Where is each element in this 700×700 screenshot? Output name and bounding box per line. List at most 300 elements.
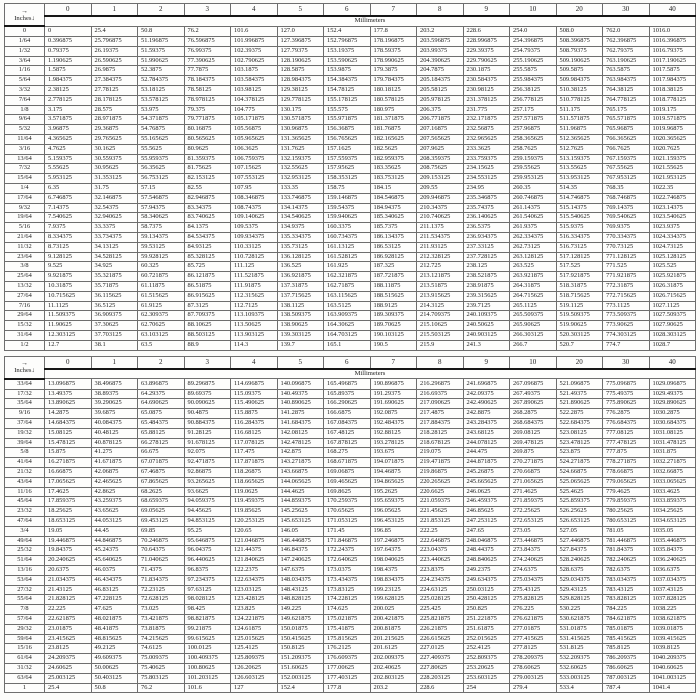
mm-value-cell: 177.00625 — [324, 664, 371, 674]
mm-value-cell: 138.1125 — [277, 301, 324, 311]
inch-column-header: 40 — [649, 356, 696, 369]
mm-value-cell: 152.4 — [277, 683, 324, 693]
mm-value-cell: 69.85 — [138, 526, 185, 536]
mm-value-cell: 263.128125 — [510, 252, 557, 262]
mm-value-cell: 764.38125 — [603, 86, 650, 96]
inch-column-header: 1 — [91, 4, 138, 17]
mm-value-cell: 176.609375 — [324, 654, 371, 664]
mm-value-cell: 525.859375 — [556, 497, 603, 507]
mm-value-cell: 105.56875 — [231, 125, 278, 135]
mm-value-cell: 265.90625 — [510, 321, 557, 331]
inch-column-header: 0 — [45, 356, 92, 369]
mm-value-cell: 528.6375 — [556, 566, 603, 576]
mm-value-cell: 142.478125 — [277, 438, 324, 448]
mm-value-cell: 34.528125 — [91, 252, 138, 262]
inch-fraction-label: 9/64 — [5, 115, 45, 125]
mm-value-cell: 209.946875 — [417, 193, 464, 203]
mm-value-cell: 82.946875 — [184, 193, 231, 203]
mm-value-cell: 9.525 — [45, 262, 92, 272]
mm-value-cell: 76.99375 — [184, 46, 231, 56]
mm-value-cell: 78.58125 — [184, 86, 231, 96]
inch-fraction-label: 43/64 — [5, 477, 45, 487]
mm-value-cell: 170.259375 — [324, 497, 371, 507]
mm-value-cell: 252.015625 — [463, 634, 510, 644]
mm-value-cell: 38.496875 — [91, 379, 138, 389]
mm-value-cell: 33.3375 — [91, 223, 138, 233]
mm-value-cell: 63.5 — [138, 340, 185, 350]
mm-value-cell: 107.553125 — [231, 174, 278, 184]
table-row — [5, 409, 696, 419]
table-row — [5, 566, 696, 576]
inch-column-header: 6 — [324, 356, 371, 369]
mm-value-cell: 271.065625 — [510, 477, 557, 487]
mm-value-cell: 230.98125 — [463, 86, 510, 96]
mm-value-cell: 763.984375 — [603, 76, 650, 86]
mm-value-cell: 86.51875 — [184, 282, 231, 292]
mm-value-cell: 234.95 — [463, 184, 510, 194]
mm-value-cell: 1.984375 — [45, 76, 92, 86]
mm-value-cell: 63.103125 — [138, 331, 185, 341]
mm-value-cell: 197.64375 — [370, 546, 417, 556]
mm-value-cell: 97.63125 — [184, 585, 231, 595]
mm-value-cell: 10.715625 — [45, 291, 92, 301]
mm-value-cell: 107.15625 — [231, 164, 278, 174]
mm-value-cell: 270.66875 — [510, 468, 557, 478]
table-row — [5, 213, 696, 223]
mm-value-cell: 209.153125 — [417, 174, 464, 184]
mm-value-cell: 157.559375 — [324, 154, 371, 164]
mm-value-cell: 778.271875 — [603, 458, 650, 468]
mm-value-cell: 238.521875 — [463, 272, 510, 282]
inch-fraction-label: 3/8 — [5, 262, 45, 272]
mm-value-cell: 21.828125 — [45, 595, 92, 605]
mm-value-cell: 767.953125 — [603, 174, 650, 184]
mm-value-cell: 214.3125 — [417, 301, 464, 311]
inch-fraction-label: 55/64 — [5, 595, 45, 605]
mm-value-cell: 151.209375 — [277, 654, 324, 664]
mm-value-cell: 0.79375 — [45, 46, 92, 56]
mm-value-cell: 522.2875 — [556, 409, 603, 419]
mm-value-cell: 43.65625 — [91, 507, 138, 517]
mm-value-cell: 215.10625 — [417, 321, 464, 331]
mm-value-cell: 169.06875 — [324, 468, 371, 478]
mm-value-cell: 174.228125 — [324, 595, 371, 605]
table-row — [5, 262, 696, 272]
mm-value-cell: 272.653125 — [510, 517, 557, 527]
mm-value-cell: 83.740625 — [184, 213, 231, 223]
mm-value-cell: 185.7375 — [370, 223, 417, 233]
inch-fraction-label: 29/32 — [5, 624, 45, 634]
mm-value-cell: 236.5375 — [463, 223, 510, 233]
mm-value-cell: 100.0125 — [184, 644, 231, 654]
mm-value-cell: 92.471875 — [184, 458, 231, 468]
mm-value-cell: 87.709375 — [184, 311, 231, 321]
mm-value-cell: 67.865625 — [138, 477, 185, 487]
mm-value-cell: 530.225 — [556, 605, 603, 615]
mm-value-cell: 69.453125 — [138, 517, 185, 527]
inch-column-header: 5 — [277, 356, 324, 369]
table-row — [5, 448, 696, 458]
mm-value-cell: 100.80625 — [184, 664, 231, 674]
mm-value-cell: 111.91875 — [231, 282, 278, 292]
mm-value-cell: 18.653125 — [45, 517, 92, 527]
mm-value-cell: 196.85 — [370, 526, 417, 536]
mm-value-cell: 72.628125 — [138, 595, 185, 605]
inch-fraction-label: 39/64 — [5, 438, 45, 448]
mm-value-cell: 69.05625 — [138, 507, 185, 517]
mm-value-cell: 1034.25625 — [649, 507, 696, 517]
table-row — [5, 595, 696, 605]
mm-value-cell: 114.3 — [231, 340, 278, 350]
mm-value-cell: 783.034375 — [603, 575, 650, 585]
table-row — [5, 673, 696, 683]
inch-fraction-label: 11/16 — [5, 487, 45, 497]
inch-fraction-label: 1/8 — [5, 105, 45, 115]
mm-value-cell: 44.45 — [91, 526, 138, 536]
inch-fraction-label: 3/64 — [5, 56, 45, 66]
mm-value-cell: 511.175 — [556, 105, 603, 115]
table-row — [5, 477, 696, 487]
mm-value-cell: 54.76875 — [138, 125, 185, 135]
mm-value-cell: 148.034375 — [277, 575, 324, 585]
table-row — [5, 517, 696, 527]
mm-value-cell: 159.54375 — [324, 203, 371, 213]
mm-value-cell: 771.128125 — [603, 252, 650, 262]
mm-value-cell: 772.31875 — [603, 282, 650, 292]
mm-value-cell: 244.475 — [463, 448, 510, 458]
mm-value-cell: 277.8125 — [510, 644, 557, 654]
mm-value-cell: 533.4 — [556, 683, 603, 693]
mm-value-cell: 131.365625 — [277, 135, 324, 145]
mm-value-cell: 53.975 — [138, 105, 185, 115]
mm-value-cell: 183.35625 — [370, 164, 417, 174]
mm-value-cell: 260.746875 — [510, 193, 557, 203]
mm-value-cell: 244.871875 — [463, 458, 510, 468]
mm-value-cell: 50.8 — [138, 26, 185, 36]
inch-fraction-label: 23/64 — [5, 252, 45, 262]
mm-value-cell: 14.2875 — [45, 409, 92, 419]
inch-fraction-label: 3/4 — [5, 526, 45, 536]
inch-column-header: 20 — [556, 356, 603, 369]
mm-value-cell: 71.834375 — [138, 575, 185, 585]
mm-value-cell: 38.89375 — [91, 389, 138, 399]
mm-value-cell: 106.759375 — [231, 154, 278, 164]
mm-value-cell: 146.05 — [277, 526, 324, 536]
mm-value-cell: 194.071875 — [370, 458, 417, 468]
mm-value-cell: 1.5875 — [45, 66, 92, 76]
mm-value-cell: 28.971875 — [91, 115, 138, 125]
mm-value-cell: 511.96875 — [556, 125, 603, 135]
mm-value-cell: 517.525 — [556, 262, 603, 272]
mm-value-cell: 259.55625 — [510, 164, 557, 174]
mm-value-cell: 19.446875 — [45, 536, 92, 546]
mm-value-cell: 192.484375 — [370, 419, 417, 429]
mm-value-cell: 92.86875 — [184, 468, 231, 478]
mm-value-cell: 198.040625 — [370, 556, 417, 566]
mm-value-cell: 53.18125 — [138, 86, 185, 96]
mm-value-cell: 117.078125 — [231, 438, 278, 448]
mm-value-cell: 95.25 — [184, 526, 231, 536]
mm-value-cell: 508.79375 — [556, 46, 603, 56]
mm-value-cell: 21.43125 — [45, 585, 92, 595]
mm-value-cell: 248.840625 — [463, 556, 510, 566]
mm-value-cell: 42.06875 — [91, 468, 138, 478]
mm-value-cell: 272.25625 — [510, 507, 557, 517]
mm-value-cell: 255.5875 — [510, 66, 557, 76]
mm-value-cell: 101.996875 — [231, 37, 278, 47]
mm-value-cell: 232.965625 — [463, 135, 510, 145]
mm-value-cell: 35.321875 — [91, 272, 138, 282]
mm-value-cell: 777.478125 — [603, 438, 650, 448]
table-row — [5, 193, 696, 203]
mm-value-cell: 228.203125 — [417, 673, 464, 683]
inch-fraction-label: 15/64 — [5, 174, 45, 184]
mm-value-cell: 1036.240625 — [649, 556, 696, 566]
mm-value-cell: 127 — [231, 683, 278, 693]
inch-fraction-label: 1/2 — [5, 340, 45, 350]
mm-value-cell: 1028.303125 — [649, 331, 696, 341]
mm-value-cell: 19.05 — [45, 526, 92, 536]
mm-value-cell: 131.7625 — [277, 144, 324, 154]
mm-value-cell: 8.73125 — [45, 242, 92, 252]
mm-value-cell: 1022.746875 — [649, 193, 696, 203]
mm-value-cell: 132.159375 — [277, 154, 324, 164]
mm-value-cell: 1041.4 — [649, 683, 696, 693]
mm-value-cell: 109.934375 — [231, 233, 278, 243]
mm-value-cell: 71.040625 — [138, 556, 185, 566]
mm-value-cell: 529.43125 — [556, 585, 603, 595]
mm-value-cell: 787.003125 — [603, 673, 650, 683]
mm-value-cell: 113.903125 — [231, 331, 278, 341]
inch-fraction-label: 59/64 — [5, 634, 45, 644]
inch-column-header: 9 — [463, 356, 510, 369]
mm-value-cell: 187.325 — [370, 262, 417, 272]
mm-value-cell: 530.621875 — [556, 615, 603, 625]
mm-value-cell: 48.021875 — [91, 615, 138, 625]
mm-value-cell: 782.6375 — [603, 566, 650, 576]
mm-value-cell: 59.53125 — [138, 242, 185, 252]
mm-value-cell: 1031.875 — [649, 448, 696, 458]
mm-value-cell: 223.440625 — [417, 556, 464, 566]
mm-value-cell: 178.990625 — [370, 56, 417, 66]
mm-value-cell: 775.096875 — [603, 379, 650, 389]
mm-value-cell: 85.328125 — [184, 252, 231, 262]
mm-value-cell: 134.540625 — [277, 213, 324, 223]
inch-fraction-label: 31/64 — [5, 331, 45, 341]
mm-value-cell: 51.196875 — [138, 37, 185, 47]
mm-value-cell: 234.15625 — [463, 164, 510, 174]
mm-value-cell: 200.025 — [370, 605, 417, 615]
mm-value-cell: 179.3875 — [370, 66, 417, 76]
mm-value-cell: 165.1 — [324, 340, 371, 350]
inch-fraction-label: 5/16 — [5, 223, 45, 233]
table-row — [5, 76, 696, 86]
mm-value-cell: 273.84375 — [510, 546, 557, 556]
mm-value-cell: 149.621875 — [277, 615, 324, 625]
mm-value-cell: 203.596875 — [417, 37, 464, 47]
mm-value-cell: 26.590625 — [91, 56, 138, 66]
inch-fraction-label: 19/32 — [5, 428, 45, 438]
mm-value-cell: 271.4625 — [510, 487, 557, 497]
mm-value-cell: 1038.621875 — [649, 615, 696, 625]
mm-value-cell: 164.703125 — [324, 331, 371, 341]
mm-value-cell: 39.290625 — [91, 399, 138, 409]
mm-value-cell: 185.340625 — [370, 213, 417, 223]
inch-column-header: 4 — [231, 356, 278, 369]
mm-value-cell: 181.76875 — [370, 125, 417, 135]
mm-value-cell: 531.8125 — [556, 644, 603, 654]
mm-value-cell: 776.684375 — [603, 419, 650, 429]
mm-value-cell: 94.853125 — [184, 517, 231, 527]
mm-value-cell: 216.69375 — [417, 389, 464, 399]
mm-value-cell: 274.240625 — [510, 556, 557, 566]
mm-value-cell: 190.103125 — [370, 331, 417, 341]
inch-column-header: 8 — [417, 356, 464, 369]
mm-value-cell: 529.828125 — [556, 595, 603, 605]
mm-value-cell: 1016.79375 — [649, 46, 696, 56]
mm-value-cell: 225.425 — [417, 605, 464, 615]
mm-value-cell: 41.275 — [91, 448, 138, 458]
mm-value-cell: 279.4 — [510, 683, 557, 693]
mm-value-cell: 763.5875 — [603, 66, 650, 76]
mm-value-cell: 205.58125 — [417, 86, 464, 96]
mm-value-cell: 15.875 — [45, 448, 92, 458]
mm-value-cell: 248.046875 — [463, 536, 510, 546]
mm-value-cell: 207.565625 — [417, 135, 464, 145]
mm-value-cell: 785.01875 — [603, 624, 650, 634]
mm-value-cell: 13.096875 — [45, 379, 92, 389]
mm-value-cell: 1032.66875 — [649, 468, 696, 478]
mm-value-cell: 148.43125 — [277, 585, 324, 595]
mm-value-cell: 527.84375 — [556, 546, 603, 556]
mm-value-cell: 236.140625 — [463, 213, 510, 223]
mm-value-cell: 125.015625 — [231, 634, 278, 644]
mm-value-cell: 39.6875 — [91, 409, 138, 419]
mm-value-cell: 237.33125 — [463, 242, 510, 252]
mm-value-cell: 778.66875 — [603, 468, 650, 478]
mm-value-cell: 24.60625 — [45, 664, 92, 674]
mm-value-cell: 121.44375 — [231, 546, 278, 556]
mm-value-cell: 273.05 — [510, 526, 557, 536]
inches-down-label: Inches↓ — [14, 14, 35, 22]
table-row — [5, 634, 696, 644]
mm-value-cell: 263.525 — [510, 262, 557, 272]
table-row — [5, 301, 696, 311]
mm-value-cell: 18.25625 — [45, 507, 92, 517]
mm-value-cell: 774.7 — [603, 340, 650, 350]
mm-value-cell: 204.390625 — [417, 56, 464, 66]
mm-value-cell: 28.575 — [91, 105, 138, 115]
inch-fraction-label: 9/16 — [5, 409, 45, 419]
mm-value-cell: 165.89375 — [324, 389, 371, 399]
mm-value-cell: 30.559375 — [91, 154, 138, 164]
mm-value-cell: 112.315625 — [231, 291, 278, 301]
mm-value-cell: 168.275 — [324, 448, 371, 458]
mm-value-cell: 115.8875 — [231, 409, 278, 419]
mm-value-cell: 1029.49375 — [649, 389, 696, 399]
millimeters-span-label: Millimeters — [45, 369, 696, 379]
millimeters-span-label: Millimeters — [45, 16, 696, 26]
mm-value-cell: 79.771875 — [184, 115, 231, 125]
mm-value-cell: 275.828125 — [510, 595, 557, 605]
mm-value-cell: 510.778125 — [556, 95, 603, 105]
inch-fraction-label: 3/16 — [5, 144, 45, 154]
mm-value-cell: 59.928125 — [138, 252, 185, 262]
mm-value-cell: 245.26875 — [463, 468, 510, 478]
mm-value-cell: 225.821875 — [417, 615, 464, 625]
mm-value-cell: 781.446875 — [603, 536, 650, 546]
inch-fraction-label: 13/16 — [5, 566, 45, 576]
mm-value-cell: 264.715625 — [510, 291, 557, 301]
mm-value-cell: 50.403125 — [91, 673, 138, 683]
mm-value-cell: 239.315625 — [463, 291, 510, 301]
mm-value-cell: 770.334375 — [603, 233, 650, 243]
mm-value-cell: 201.215625 — [370, 634, 417, 644]
mm-value-cell: 154.78125 — [324, 86, 371, 96]
mm-value-cell: 186.134375 — [370, 233, 417, 243]
mm-value-cell: 173.434375 — [324, 575, 371, 585]
inch-fraction-label: 7/32 — [5, 164, 45, 174]
mm-value-cell: 523.478125 — [556, 438, 603, 448]
mm-value-cell: 145.25625 — [277, 507, 324, 517]
mm-value-cell: 255.984375 — [510, 76, 557, 86]
mm-value-cell: 171.053125 — [324, 517, 371, 527]
mm-value-cell: 29.36875 — [91, 125, 138, 135]
table-row — [5, 664, 696, 674]
mm-value-cell: 1023.540625 — [649, 213, 696, 223]
mm-value-cell: 522.684375 — [556, 419, 603, 429]
mm-value-cell: 1039.415625 — [649, 634, 696, 644]
mm-value-cell: 80.565625 — [184, 135, 231, 145]
inch-fraction-label: 45/64 — [5, 497, 45, 507]
mm-value-cell: 72.23125 — [138, 585, 185, 595]
mm-value-cell: 124.221875 — [231, 615, 278, 625]
mm-value-cell: 133.746875 — [277, 193, 324, 203]
mm-value-cell: 517.128125 — [556, 252, 603, 262]
inch-fraction-label: 11/32 — [5, 242, 45, 252]
mm-value-cell: 1033.4625 — [649, 487, 696, 497]
mm-value-cell: 13.890625 — [45, 399, 92, 409]
mm-value-cell: 26.19375 — [91, 46, 138, 56]
mm-value-cell: 216.296875 — [417, 379, 464, 389]
table-row — [5, 605, 696, 615]
mm-value-cell: 252.4125 — [463, 644, 510, 654]
mm-value-cell: 262.73125 — [510, 242, 557, 252]
mm-value-cell: 160.3375 — [324, 223, 371, 233]
mm-value-cell: 65.0875 — [138, 409, 185, 419]
mm-value-cell: 113.109375 — [231, 311, 278, 321]
mm-value-cell: 48.41875 — [91, 624, 138, 634]
mm-value-cell: 166.290625 — [324, 399, 371, 409]
mm-value-cell: 254.0 — [510, 26, 557, 36]
mm-value-cell: 197.246875 — [370, 536, 417, 546]
mm-value-cell: 248.44375 — [463, 546, 510, 556]
mm-value-cell: 101.203125 — [184, 673, 231, 683]
mm-value-cell: 118.665625 — [231, 477, 278, 487]
mm-value-cell: 180.18125 — [370, 86, 417, 96]
table-row — [5, 497, 696, 507]
mm-value-cell: 514.746875 — [556, 193, 603, 203]
mm-value-cell: 16.271875 — [45, 458, 92, 468]
mm-value-cell: 144.065625 — [277, 477, 324, 487]
mm-value-cell: 215.9 — [417, 340, 464, 350]
mm-value-cell: 73.421875 — [138, 615, 185, 625]
mm-value-cell: 510.38125 — [556, 86, 603, 96]
mm-value-cell: 1018.38125 — [649, 86, 696, 96]
mm-value-cell: 90.090625 — [184, 399, 231, 409]
mm-value-cell: 119.459375 — [231, 497, 278, 507]
mm-value-cell: 219.471875 — [417, 458, 464, 468]
